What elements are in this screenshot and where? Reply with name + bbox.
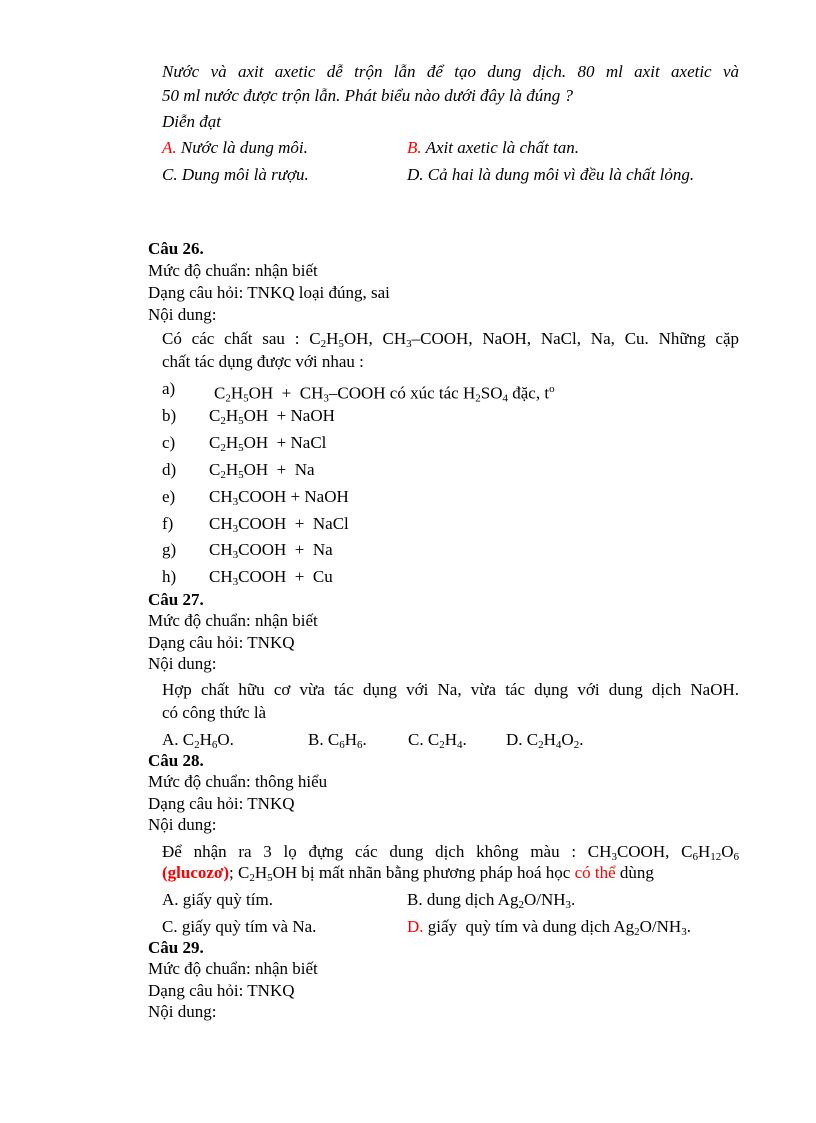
q28-option-d-letter: D. [407, 917, 424, 936]
q28-glucozo: (glucozơ) [162, 863, 230, 882]
q26-item-text: $C_2H_5OH + Na$ [209, 460, 315, 481]
q28-option-b: B. dung dịch $Ag_2O/NH_3$. [407, 890, 576, 911]
q26-item-text: $C_2H_5OH$ + NaOH [209, 406, 335, 427]
q26-item-text: $CH_3COOH + Na$ [209, 540, 333, 561]
q27-muc-do: Mức độ chuẩn: nhận biết [148, 611, 318, 630]
q25-dien-dat: Diễn đạt [162, 112, 222, 131]
q26-item-label: b) [162, 406, 177, 425]
q27-option-b: B. $C_6H_6$. [308, 730, 367, 751]
q27-option-c: C. $C_2H_4$. [408, 730, 467, 751]
q28-stem-line1: Để nhận ra 3 lọ đựng các dung dịch không màu : $CH_3COOH$, $C_6H_{12}O_6$ [162, 842, 739, 863]
q26-item-label: g) [162, 540, 177, 559]
q27-option-a: A. $C_2H_6O$. [162, 730, 234, 751]
q26-stem-line2: chất tác dụng được với nhau : [162, 352, 364, 371]
q26-item-label: d) [162, 460, 177, 479]
q26-item-text: $C_2H_5OH$ + NaCl [209, 433, 327, 454]
q26-item-label: c) [162, 433, 176, 452]
q25-option-b: B. Axit axetic là chất tan. [407, 138, 580, 157]
q26-item-label: e) [162, 487, 176, 506]
q28-noi-dung: Nội dung: [148, 815, 217, 834]
q25-stem-line2: 50 ml nước được trộn lẫn. Phát biểu nào dưới đây là đúng ? [162, 86, 574, 105]
q26-item-label: h) [162, 567, 177, 586]
q26-item-text: $CH_3COOH$ + NaOH [209, 487, 349, 508]
q25-stem-line1: Nước và axit axetic dễ trộn lẫn để tạo dung dịch. 80 ml axit axetic và [162, 62, 739, 81]
q27-title: Câu 27. [148, 590, 204, 609]
q26-item-text: $C_2H_5OH$ + $CH_3$–COOH có xúc tác $H_2SO_4$ đặc, $t^o$ [214, 383, 555, 405]
q28-muc-do: Mức độ chuẩn: thông hiểu [148, 772, 328, 791]
q26-dang: Dạng câu hỏi: TNKQ loại đúng, sai [148, 283, 390, 302]
q28-dang: Dạng câu hỏi: TNKQ [148, 794, 295, 813]
q29-muc-do: Mức độ chuẩn: nhận biết [148, 959, 318, 978]
q25-option-a: A. Nước là dung môi. [162, 138, 308, 157]
q26-muc-do: Mức độ chuẩn: nhận biết [148, 261, 318, 280]
q26-item-text: $CH_3COOH$ + NaCl [209, 514, 349, 535]
q27-stem-line1: Hợp chất hữu cơ vừa tác dụng với Na, vừa tác dụng với dung dịch NaOH. [162, 680, 739, 699]
q25-option-d: D. Cả hai là dung môi vì đều là chất lỏng. [407, 165, 695, 184]
q29-noi-dung: Nội dung: [148, 1002, 217, 1021]
q25-option-b-letter: B. [407, 138, 422, 157]
q26-item-label: f) [162, 514, 174, 533]
q29-dang: Dạng câu hỏi: TNKQ [148, 981, 295, 1000]
q28-option-d: D. giấy quỳ tím và dung dịch $Ag_2O/NH_3$. [407, 917, 691, 938]
q28-option-c: C. giấy quỳ tím và Na. [162, 917, 317, 936]
q25-option-c: C. Dung môi là rượu. [162, 165, 309, 184]
q26-noi-dung: Nội dung: [148, 305, 217, 324]
q28-option-a: A. giấy quỳ tím. [162, 890, 273, 909]
q28-title: Câu 28. [148, 751, 204, 770]
q26-title: Câu 26. [148, 239, 204, 258]
q26-item-text: $CH_3COOH + Cu$ [209, 567, 333, 588]
q29-title: Câu 29. [148, 938, 204, 957]
q27-dang: Dạng câu hỏi: TNKQ [148, 633, 295, 652]
q25-option-a-letter: A. [162, 138, 177, 157]
q26-item-label: a) [162, 379, 176, 398]
q26-stem-line1: Có các chất sau : $C_2H_5OH$, $CH_3$–COOH, NaOH, NaCl, Na, Cu. Những cặp [162, 329, 740, 350]
q27-noi-dung: Nội dung: [148, 654, 217, 673]
q28-co-the: có thể [574, 863, 616, 882]
q27-option-d: D. $C_2H_4O_2$. [506, 730, 584, 751]
q28-stem-line2: (glucozơ); $C_2H_5OH$ bị mất nhãn bằng phương pháp hoá học có thể dùng [162, 863, 654, 884]
q27-stem-line2: có công thức là [162, 703, 267, 722]
